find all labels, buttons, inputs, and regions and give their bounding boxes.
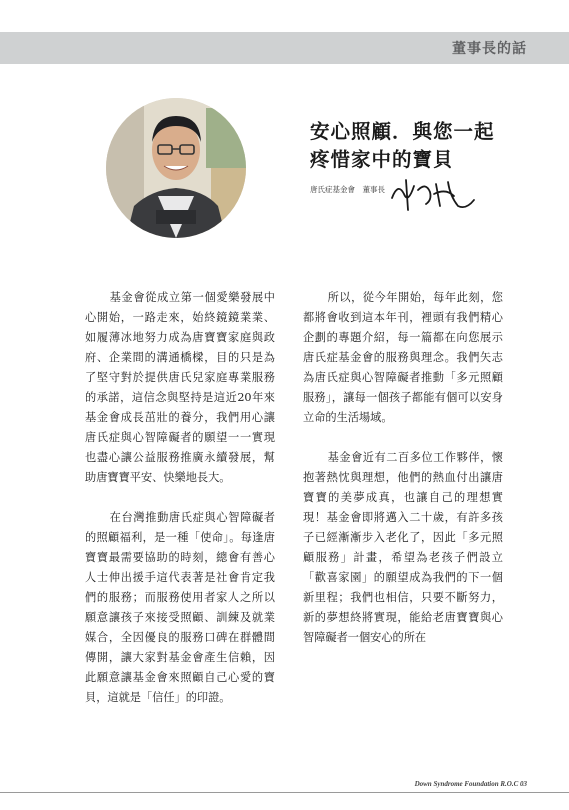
- handwritten-signature: [388, 176, 478, 212]
- paragraph: 所以，從今年開始，每年此刻，您都將會收到這本年刊，裡頭有我們精心企劃的專題介紹，每一篇都在向您展示唐氏症基金會的服務與理念。我們矢志為唐氏症與心智障礙者推動「多元照顧服務」，讓每一個孩子都能有個可以安身立命的生活場域。: [303, 291, 503, 424]
- section-title: 董事長的話: [452, 41, 527, 57]
- article-column-left: [85, 288, 275, 708]
- article-headline: [310, 118, 530, 174]
- footer-divider: [0, 792, 569, 793]
- article-column-right: [303, 288, 503, 648]
- footer-page-label: Down Syndrome Foundation R.O.C 03: [414, 780, 527, 788]
- paragraph: 在台灣推動唐氏症與心智障礙者的照顧福利，是一種「使命」。每逢唐寶寶最需要協助的時刻，總會有善心人士伸出援手這代表著是社會肯定我們的服務；而服務使用者家人之所以願意讓孩子來接受照顧、訓練及就業媒合，全因優良的服務口碑在群體間傳開，讓大家對基金會產生信賴，因此願意讓基金會來照顧自己心愛的寶貝，這就是「信任」的印證。: [85, 511, 275, 704]
- headline-line-2: 疼惜家中的寶貝: [310, 148, 454, 171]
- paragraph: 基金會近有二百多位工作夥伴，懷抱著熱忱與理想，他們的熱血付出讓唐寶寶的美夢成真，也讓自己的理想實現！基金會即將邁入二十歲，有許多孩子已經漸漸步入老化了，因此「多元照顧服務」計畫，希望為老孩子們設立「歡喜家園」的願望成為我們的下一個新里程；我們也相信，只要不斷努力，新的夢想終將實現，能給老唐寶寶與心智障礙者一個安心的所在: [303, 451, 503, 644]
- headline-line-1: 安心照顧．與您一起: [310, 120, 495, 143]
- paragraph: 基金會從成立第一個愛樂發展中心開始，一路走來，始終鏡鏡業業、如履薄冰地努力成為唐寶寶家庭與政府、企業間的溝通橋樑，目的只是為了堅守對於提供唐氏兒家庭專業服務的承諾，這信念與堅持是這近20年來基金會成長茁壯的養分，我們用心讓唐氏症與心智障礙者的願望一一實現也盡心讓公益服務推廣永續發展，幫助唐寶寶平安、快樂地長大。: [85, 291, 275, 484]
- portrait-illustration: [106, 98, 246, 238]
- chairman-photo: [106, 98, 246, 238]
- author-byline: 唐氏症基金會 董事長: [310, 185, 385, 194]
